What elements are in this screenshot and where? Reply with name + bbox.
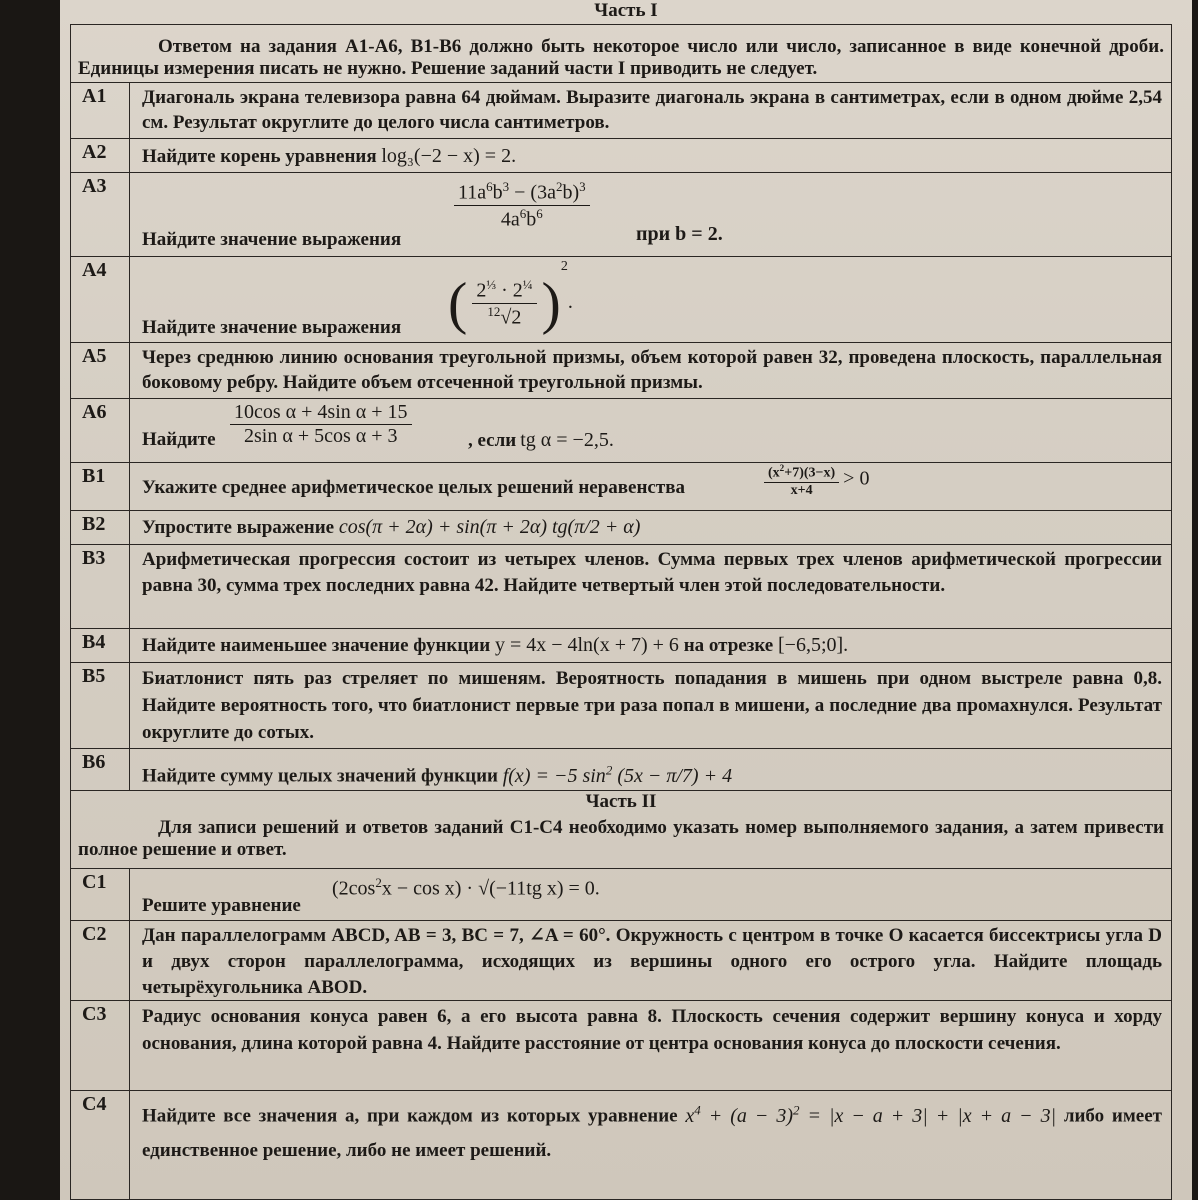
interval: [−6,5;0]. [778,634,849,656]
part2-title: Часть II [585,791,657,812]
task-row-a4 [70,256,1172,342]
task-text: Через среднюю линию основания треугольной призмы, объем которой равен 32, проведена плоскость, параллельная боковому ребру. Найдите объем отсеченной треугольной призмы. [142,347,1162,393]
task-row-a5 [70,342,1172,398]
task-prompt: Решите уравнение [142,895,301,916]
task-prompt: Найдите значение выражения [142,229,402,250]
function: f(x) = −5 $\sin^2 (5x - \pi/7) + 4$ [502,762,733,787]
task-number: С2 [70,921,130,1000]
task-number: А2 [70,139,130,172]
exam-sheet [60,0,1192,1200]
task-number: С1 [70,869,130,920]
equation: $x^4 + (a - 3)^2 = |x - a + 3| + |x + a - 3|$ [685,1102,1057,1127]
task-text: Биатлонист пять раз стреляет по мишеням. Вероятность попадания в мишень при одном выстреле равна 0,8. Найдите вероятность того, что биатлонист первые три раза попал в мишени, а последние два промахнулся. Результат округлите до сотых. [142,668,1162,743]
task-prompt: Найдите все значения a, при каждом из которых уравнение [142,1105,678,1127]
task-row-b3 [70,544,1172,628]
task-row-b5 [70,662,1172,748]
part1-instructions: Ответом на задания А1-А6, В1-В6 должно быть некоторое число или число, записанное в виде конечной дроби. Единицы измерения писать не нужно. Решение заданий части I приводить не следует. [78,36,1164,79]
task-prompt: Укажите среднее арифметическое целых решений неравенства [142,477,685,498]
task-number: С3 [70,1001,130,1090]
condition-text: , если [468,430,517,451]
task-prompt: Найдите корень уравнения [142,146,377,167]
task-row-c2 [70,920,1172,1000]
task-tail: либо имеет единственное решение, либо не имеет решений. [142,1105,1162,1161]
task-prompt: Найдите наименьшее значение функции [142,635,491,656]
task-number: А6 [70,399,130,462]
task-row-b2 [70,510,1172,544]
task-number: А5 [70,343,130,398]
task-number: В6 [70,749,130,790]
task-text: Арифметическая прогрессия состоит из четырех членов. Сумма первых трех членов арифметической прогрессии равна 30, сумма трех последних равна 42. Найдите четвертый член этой последовательности. [142,549,1162,596]
inequality: $\frac{(x^2+7)(3-x)}{x+4}$ > 0 [764,463,869,499]
task-text [142,515,1162,540]
task-row-a6 [70,398,1172,462]
part1-title: Часть I [594,0,658,21]
task-row-a3 [70,172,1172,256]
task-row-c1 [70,868,1172,920]
task-text [142,144,1162,169]
task-number: С4 [70,1091,130,1200]
equation: $(2\cos^2x - \cos x) \cdot √(-11tg$ x) = 0. [332,875,600,900]
condition-text: при b = 2. [636,223,723,245]
condition [468,429,614,452]
task-text: Дан параллелограмм ABCD, AB = 3, BC = 7, ∠A = 60°. Окружность с центром в точке O касается биссектрисы угла D и двух сторон параллелограмма, исходящих из вершины одного его острого угла. Найдите площадь четырёхугольника ABOD. [142,925,1162,998]
task-number: В3 [70,545,130,628]
task-text [142,1093,1162,1168]
task-text [142,633,1162,658]
equation: log₃(−2 − x) = 2. [381,145,517,167]
task-row-b4 [70,628,1172,662]
function: y = 4x − 4ln(x + 7) + 6 [494,634,679,656]
task-number: А4 [70,257,130,342]
task-row-c4 [70,1090,1172,1200]
task-number: В4 [70,629,130,662]
expression-fraction: $\frac{\text{10cos α + 4sin α + 15}}{\text{2sin α + 5cos α + 3}}$ [230,401,412,448]
task-row-b1 [70,462,1172,510]
task-text: Диагональ экрана телевизора равна 64 дюймам. Выразите диагональ экрана в сантиметрах, если в одном дюйме 2,54 см. Результат округлите до целого числа сантиметров. [142,87,1162,133]
task-number: А1 [70,83,130,138]
task-prompt: Найдите сумму целых значений функции [142,765,498,787]
part2-header [70,790,1172,868]
task-prompt: Найдите значение выражения [142,317,402,338]
task-text: Радиус основания конуса равен 6, а его высота равна 8. Плоскость сечения содержит вершину конуса и хорду основания, длина которой равна 4. Найдите расстояние от центра основания конуса до плоскости сечения. [142,1006,1162,1054]
task-row-b6 [70,748,1172,790]
task-row-a2 [70,138,1172,172]
task-number: В1 [70,463,130,510]
interval-label: на отрезке [683,635,774,656]
task-prompt: Найдите [142,429,216,450]
part2-instructions: Для записи решений и ответов заданий С1-С4 необходимо указать номер выполняемого задания, а затем привести полное решение и ответ. [78,817,1164,860]
task-row-c3 [70,1000,1172,1090]
task-prompt: Упростите выражение [142,517,335,538]
task-number: В5 [70,663,130,748]
task-row-a1 [70,82,1172,138]
condition-equation: tg α = −2,5. [520,429,614,451]
expression-power: ( $\frac{2^{\frac{1}{3}} \cdot 2^{\frac{1}{4}}}{^{12}√2}$ )$^2$. [448,259,573,336]
expression: cos(π + 2α) + sin(π + 2α) tg(π/2 + α) [338,516,641,538]
expression-fraction: $\frac{11a^6b^3 - (3a^2b)^3}{4a^6b^6}$ [454,179,590,231]
task-number: А3 [70,173,130,256]
task-number: В2 [70,511,130,544]
task-text [142,757,1162,789]
